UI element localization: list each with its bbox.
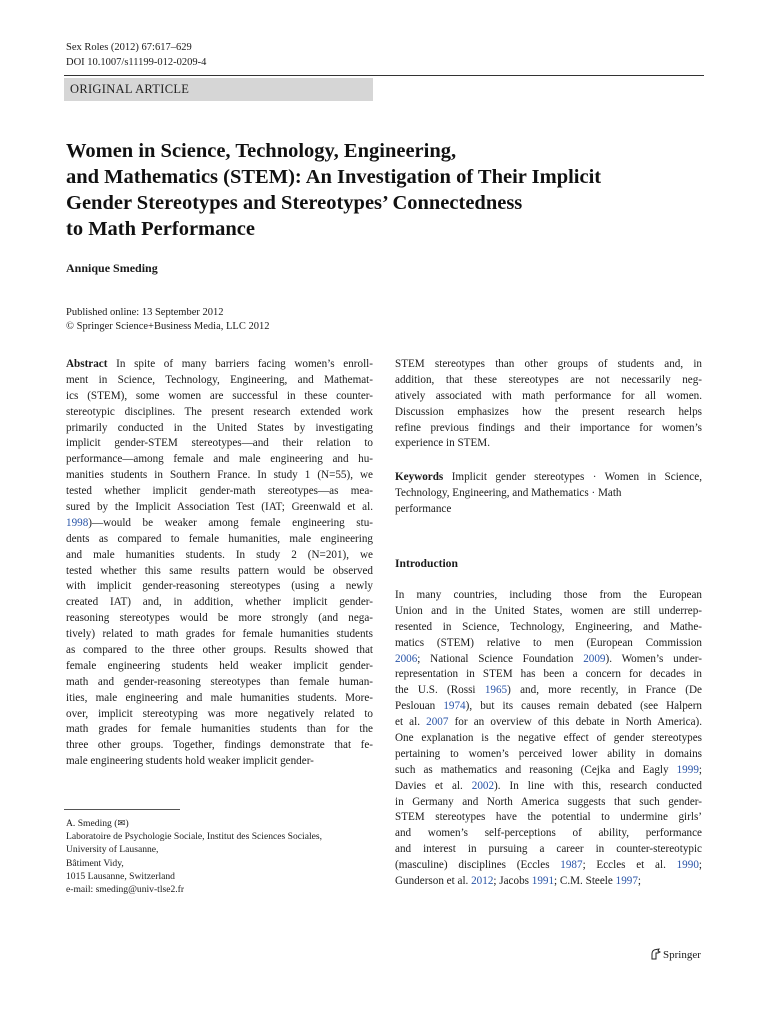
- abstract-line: [395, 436, 702, 452]
- introduction-line: [395, 715, 702, 731]
- text-line-content: Technology, Engineering, and Mathematics · Math: [395, 486, 622, 499]
- text-line-content: addition, that these stereotypes are not necessarily neg-: [395, 373, 702, 386]
- abstract-line: [66, 373, 373, 389]
- text-line-content: dents as compared to female humanities, male engineering: [66, 532, 373, 545]
- abstract-line: [66, 389, 373, 405]
- abstract-line: [66, 516, 373, 532]
- text-line-content: pertaining to women’s perceived lower ability in domains: [395, 747, 702, 760]
- text-line-content: STEM stereotypes than other groups of students and, in: [395, 358, 702, 370]
- abstract-line: [66, 564, 373, 580]
- citation-link[interactable]: 1991: [531, 875, 555, 888]
- abstract-line: [66, 659, 373, 675]
- abstract-line: [66, 468, 373, 484]
- abstract-line: [66, 754, 373, 770]
- abstract-line: [66, 357, 373, 373]
- citation-link[interactable]: 1974: [443, 700, 466, 713]
- text-line-content: as compared to the three other groups. Results showed that: [66, 644, 373, 657]
- text-line-content: over, implicit stereotyping was more negatively related to: [66, 707, 373, 720]
- text-line-content: in Germany and North America suggests that such gender-: [395, 795, 702, 808]
- introduction-line: [395, 795, 702, 811]
- text-line-content: primarily conducted in the United States by investigating: [66, 421, 373, 434]
- text-line-content: and women’s self-perceptions of ability, performance: [395, 827, 702, 840]
- introduction-line: [395, 874, 702, 890]
- affiliation-line: University of Lausanne,: [66, 844, 159, 856]
- text-line-content: 2006; National Science Foundation 2009). Women’s under-: [395, 652, 702, 665]
- text-line-content: representation in STEM has been a concern for decades in: [395, 668, 702, 681]
- doi: DOI 10.1007/s11199-012-0209-4: [66, 57, 207, 68]
- text-line-content: atively associated with math performance for all women.: [395, 389, 702, 402]
- affiliation-line: A. Smeding (✉): [66, 818, 129, 829]
- introduction-line: [395, 747, 702, 763]
- text-line-content: matics (STEM) relative to men (European Commission: [395, 636, 702, 649]
- text-line-content: three other groups. Together, findings demonstrate that fe-: [66, 739, 373, 752]
- text-line-content: such as mathematics and reasoning (Cejka and Eagly 1999;: [395, 763, 702, 776]
- header-rule: [64, 75, 704, 76]
- introduction-line: [395, 810, 702, 826]
- text-line-content: performance—among female and male engineering and hu-: [66, 453, 373, 466]
- text-line-content: Peslouan 1974), but its causes remain debated (see Halpern: [395, 700, 702, 713]
- text-line-content: tested whether this same results pattern would be observed: [66, 564, 373, 577]
- introduction-line: [395, 858, 702, 874]
- citation-link[interactable]: 2012: [471, 875, 494, 888]
- text-line-content: (masculine) disciplines (Eccles 1987; Eccles et al. 1990;: [395, 859, 702, 872]
- introduction-line: [395, 779, 702, 795]
- introduction-line: [395, 699, 702, 715]
- citation-link[interactable]: 2007: [426, 716, 449, 729]
- text-line-content: et al. 2007 for an overview of this debate in North America).: [395, 716, 703, 729]
- abstract-line: [66, 452, 373, 468]
- abstract-line: [395, 357, 702, 373]
- introduction-line: [395, 763, 702, 779]
- introduction-line: [395, 588, 702, 604]
- introduction-body: [395, 588, 702, 890]
- article-type-badge: ORIGINAL ARTICLE: [64, 78, 373, 101]
- text-line-content: refine previous findings and their importance for women’s: [395, 421, 702, 434]
- springer-horse-icon: [650, 948, 661, 963]
- text-line-content: math grades for female humanities students than for the: [66, 723, 373, 736]
- introduction-line: [395, 620, 702, 636]
- abstract: [66, 357, 373, 770]
- affiliation-line: Laboratoire de Psychologie Sociale, Institut des Sciences Sociales,: [66, 831, 323, 843]
- text-line-content: male engineering students hold weaker implicit gender-: [66, 755, 314, 768]
- author-affiliation: [66, 817, 322, 896]
- abstract-line: [395, 405, 702, 421]
- abstract-line: [66, 405, 373, 421]
- abstract-line: [66, 484, 373, 500]
- text-line-content: ities, male engineering and male humanities students. More-: [66, 691, 373, 704]
- journal-citation: Sex Roles (2012) 67:617–629: [66, 42, 192, 53]
- text-line-content: tively) related to math grades for female humanities students: [66, 628, 373, 641]
- citation-link[interactable]: 2006: [395, 652, 418, 665]
- introduction-heading: Introduction: [395, 557, 458, 570]
- springer-logo: [650, 948, 701, 963]
- abstract-line: [395, 421, 702, 437]
- title-line: and Mathematics (STEM): An Investigation of Their Implicit: [66, 166, 602, 188]
- introduction-line: [395, 842, 702, 858]
- abstract-line: [66, 675, 373, 691]
- article-title: [66, 138, 706, 242]
- text-line-content: Union and in the United States, women are still underrep-: [395, 604, 702, 617]
- affiliation-line: e-mail: smeding@univ-tlse2.fr: [66, 884, 185, 896]
- introduction-line: [395, 636, 702, 652]
- text-line-content: Implicit gender stereotypes · Women in Science,: [451, 471, 702, 483]
- text-line-content: resented in Science, Technology, Engineering, and Mathe-: [395, 620, 702, 633]
- text-line-content: In spite of many barriers facing women’s enroll-: [116, 358, 373, 370]
- text-line-content: created IAT) and, in addition, whether implicit gender-: [66, 596, 373, 609]
- published-online: Published online: 13 September 2012: [66, 307, 224, 318]
- text-line-content: reasoning stereotypes would be more strongly (and nega-: [66, 612, 373, 625]
- citation-link[interactable]: 1998: [66, 516, 89, 529]
- author-name: Annique Smeding: [66, 261, 158, 275]
- text-line-content: ment in Science, Technology, Engineering, and Mathemat-: [66, 373, 373, 386]
- introduction-line: [395, 604, 702, 620]
- citation-link[interactable]: 1987: [560, 859, 583, 872]
- citation-link[interactable]: 1965: [484, 684, 508, 697]
- title-line: Gender Stereotypes and Stereotypes’ Connectedness: [66, 192, 523, 214]
- text-line-content: STEM stereotypes have the potential to undermine girls’: [395, 811, 702, 824]
- text-line-content: female engineering students held weaker implicit gender-: [66, 659, 373, 672]
- text-line-content: tested whether implicit gender-math stereotypes—as mea-: [66, 485, 373, 498]
- abstract-line: [395, 373, 702, 389]
- text-line-content: Discussion emphasizes how the present research helps: [395, 405, 702, 418]
- text-line-content: performance: [395, 502, 452, 515]
- text-line-content: One explanation is the negative effect of gender stereotypes: [395, 732, 702, 745]
- keywords-line: [395, 502, 702, 518]
- abstract-continued: [395, 357, 702, 452]
- introduction-line: [395, 652, 702, 668]
- publication-info: [66, 306, 269, 334]
- citation-link[interactable]: 2009: [583, 652, 606, 665]
- citation-link[interactable]: 2002: [471, 779, 495, 792]
- abstract-line: [66, 643, 373, 659]
- affiliation-line: Bâtiment Vidy,: [66, 857, 124, 869]
- text-line-content: 1998)—would be weaker among female engineering stu-: [66, 516, 373, 529]
- abstract-line: [66, 738, 373, 754]
- abstract-line: [66, 579, 373, 595]
- text-line-content: Gunderson et al. 2012; Jacobs 1991; C.M. Steele 1997;: [395, 875, 642, 888]
- introduction-line: [395, 667, 702, 683]
- text-line-content: implicit gender-STEM stereotypes—and their relation to: [66, 437, 373, 450]
- abstract-line: [66, 421, 373, 437]
- text-line-content: math and gender-reasoning stereotypes than female human-: [66, 675, 373, 688]
- introduction-line: [395, 731, 702, 747]
- citation-link[interactable]: 1999: [676, 763, 699, 776]
- abstract-line: [66, 436, 373, 452]
- copyright: © Springer Science+Business Media, LLC 2012: [66, 321, 270, 332]
- abstract-line: [66, 595, 373, 611]
- abstract-line: [66, 532, 373, 548]
- keywords-label: Keywords: [395, 471, 444, 483]
- text-line-content: and male humanities students. In study 2 (N=201), we: [66, 548, 373, 561]
- keywords-line: [395, 486, 702, 502]
- text-line-content: In many countries, including those from the European: [395, 589, 702, 601]
- citation-link[interactable]: 1990: [676, 859, 699, 872]
- text-line-content: the U.S. (Rossi 1965) and, more recently, in France (De: [395, 684, 702, 697]
- text-line-content: sured by the Implicit Association Test (IAT; Greenwald et al.: [66, 501, 373, 514]
- affiliation-line: 1015 Lausanne, Switzerland: [66, 870, 175, 882]
- abstract-line: [66, 722, 373, 738]
- abstract-line: [66, 627, 373, 643]
- keywords-line: [395, 470, 702, 486]
- text-line-content: manities students in Southern France. In study 1 (N=55), we: [66, 469, 373, 482]
- text-line-content: experience in STEM.: [395, 437, 490, 450]
- title-line: to Math Performance: [66, 218, 255, 240]
- introduction-line: [395, 683, 702, 699]
- abstract-label: Abstract: [66, 358, 108, 370]
- abstract-line: [66, 707, 373, 723]
- text-line-content: with implicit gender-reasoning stereotypes (using a newly: [66, 580, 373, 593]
- text-line-content: and interest in pursuing a career in counter-stereotypic: [395, 843, 702, 856]
- title-line: Women in Science, Technology, Engineering,: [66, 140, 457, 162]
- text-line-content: stereotypic disciplines. The present research extended work: [66, 405, 373, 418]
- text-line-content: Davies et al. 2002). In line with this, research conducted: [395, 779, 702, 792]
- springer-wordmark: Springer: [663, 949, 701, 961]
- text-line-content: ics (STEM), some women are successful in these counter-: [66, 389, 373, 402]
- abstract-line: [66, 611, 373, 627]
- keywords: [395, 470, 702, 518]
- footnote-rule: [64, 809, 180, 810]
- abstract-line: [66, 500, 373, 516]
- abstract-line: [66, 548, 373, 564]
- introduction-line: [395, 826, 702, 842]
- abstract-line: [395, 389, 702, 405]
- abstract-line: [66, 691, 373, 707]
- citation-link[interactable]: 1997: [615, 875, 638, 888]
